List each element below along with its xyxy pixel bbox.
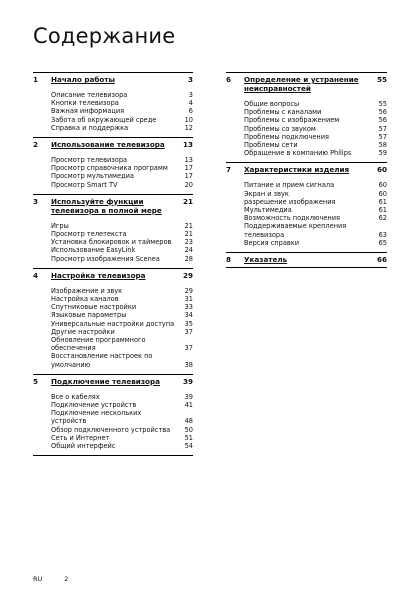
toc-section-heading[interactable] bbox=[226, 253, 387, 267]
page-title: Содержание bbox=[33, 24, 176, 48]
toc-section-heading[interactable] bbox=[33, 269, 193, 283]
section-number: 4 bbox=[33, 270, 39, 280]
toc-entry-page: 21 bbox=[184, 221, 193, 230]
toc-entry[interactable] bbox=[51, 287, 193, 295]
toc-entry[interactable] bbox=[244, 116, 387, 124]
toc-entry-page: 57 bbox=[378, 124, 387, 133]
toc-section bbox=[33, 194, 193, 268]
toc-entry-text: Обновление программного обеспечения bbox=[51, 336, 146, 353]
toc-entry-page: 13 bbox=[184, 156, 193, 165]
toc-left-column bbox=[33, 72, 193, 456]
toc-entry-text: Справка и поддержка bbox=[51, 123, 129, 132]
toc-entry-text: Экран и звук bbox=[244, 189, 289, 198]
toc-entry[interactable] bbox=[51, 246, 193, 254]
toc-section bbox=[33, 72, 193, 137]
toc-entry-page: 62 bbox=[378, 214, 387, 223]
toc-entry-page: 3 bbox=[188, 91, 193, 99]
toc-entry[interactable] bbox=[51, 222, 193, 230]
toc-entry-text: Проблемы сети bbox=[244, 141, 298, 150]
toc-entry-page: 35 bbox=[184, 319, 193, 328]
toc-entry-page: 17 bbox=[184, 164, 193, 173]
section-title: Определение и устранение неисправностей bbox=[244, 75, 359, 93]
toc-entry-text: Обзор подключенного устройства bbox=[51, 425, 171, 434]
toc-right-column bbox=[226, 72, 387, 268]
toc-entry-text: Просмотр Smart TV bbox=[51, 180, 118, 189]
toc-entry-text: Просмотр телетекста bbox=[51, 230, 127, 239]
toc-entry[interactable] bbox=[51, 124, 193, 132]
toc-entry-page: 12 bbox=[184, 123, 193, 132]
toc-entry-text: Просмотр изображения Scenea bbox=[51, 254, 160, 263]
toc-entry[interactable] bbox=[244, 206, 387, 214]
toc-entry-text: Проблемы со звуком bbox=[244, 124, 316, 133]
section-title: Указатель bbox=[244, 255, 288, 265]
toc-entry-text: Важная информация bbox=[51, 107, 125, 116]
section-number: 6 bbox=[226, 75, 232, 84]
toc-entry[interactable] bbox=[244, 125, 387, 133]
toc-entry[interactable] bbox=[51, 99, 193, 107]
toc-entry-text: Забота об окружающей среде bbox=[51, 115, 157, 124]
toc-entry-page: 10 bbox=[184, 115, 193, 124]
toc-entry-text: Сеть и Интернет bbox=[51, 433, 110, 442]
toc-entry[interactable] bbox=[244, 190, 387, 198]
page-footer bbox=[33, 575, 68, 583]
toc-entry[interactable] bbox=[51, 352, 193, 368]
section-number: 2 bbox=[33, 140, 39, 150]
toc-entry[interactable] bbox=[51, 320, 193, 328]
toc-entry[interactable] bbox=[51, 295, 193, 303]
toc-entry-page: 24 bbox=[184, 246, 193, 255]
toc-entry-text: разрешение изображения bbox=[244, 197, 336, 206]
section-title: Использование телевизора bbox=[51, 140, 165, 150]
section-title: Настройка телевизора bbox=[51, 270, 146, 280]
toc-entry-page: 31 bbox=[184, 295, 193, 304]
toc-item-list bbox=[226, 177, 387, 252]
section-title: Подключение телевизора bbox=[51, 376, 160, 386]
toc-entry-page: 55 bbox=[378, 100, 387, 108]
toc-entry[interactable] bbox=[51, 434, 193, 442]
section-page: 39 bbox=[182, 376, 193, 386]
toc-entry[interactable] bbox=[51, 181, 193, 189]
section-number: 8 bbox=[226, 255, 232, 265]
toc-entry-text: Описание телевизора bbox=[51, 91, 128, 99]
footer-language: RU bbox=[33, 575, 43, 583]
toc-entry-page: 38 bbox=[184, 360, 193, 369]
toc-entry[interactable] bbox=[51, 238, 193, 246]
toc-entry-page: 41 bbox=[184, 401, 193, 410]
toc-entry-text: Мультимедиа bbox=[244, 206, 292, 215]
toc-entry-text: Обращение в компанию Philips bbox=[244, 149, 352, 158]
toc-entry[interactable] bbox=[51, 164, 193, 172]
toc-entry-text: Подключение устройств bbox=[51, 401, 137, 410]
section-page: 66 bbox=[376, 255, 387, 265]
section-page: 21 bbox=[182, 196, 193, 206]
toc-entry[interactable] bbox=[244, 181, 387, 189]
toc-entry[interactable] bbox=[51, 442, 193, 450]
toc-entry-page: 48 bbox=[184, 417, 193, 426]
toc-entry-text: Языковые параметры bbox=[51, 311, 127, 320]
toc-entry[interactable] bbox=[51, 311, 193, 319]
toc-entry-page: 61 bbox=[378, 197, 387, 206]
toc-entry[interactable] bbox=[244, 222, 387, 238]
toc-entry-page: 59 bbox=[378, 149, 387, 158]
section-page: 60 bbox=[376, 165, 387, 175]
section-title: Используйте функции телевизора в полной мере bbox=[51, 196, 162, 215]
toc-entry[interactable] bbox=[51, 116, 193, 124]
toc-entry[interactable] bbox=[244, 239, 387, 247]
toc-entry[interactable] bbox=[244, 100, 387, 108]
toc-section-heading[interactable] bbox=[33, 138, 193, 152]
toc-entry-page: 39 bbox=[184, 392, 193, 401]
toc-entry-page: 37 bbox=[184, 327, 193, 336]
toc-entry[interactable] bbox=[51, 156, 193, 164]
toc-entry-page: 6 bbox=[188, 107, 193, 116]
toc-entry-page: 17 bbox=[184, 172, 193, 181]
toc-entry-text: Восстановление настроек по умолчанию bbox=[51, 352, 153, 369]
toc-entry[interactable] bbox=[51, 230, 193, 238]
toc-entry-page: 23 bbox=[184, 238, 193, 247]
toc-entry-text: Проблемы подключения bbox=[244, 132, 329, 141]
toc-entry-page: 63 bbox=[378, 230, 387, 239]
toc-entry-text: Изображение и звук bbox=[51, 286, 123, 295]
section-page: 29 bbox=[182, 270, 193, 280]
toc-section bbox=[33, 137, 193, 194]
toc-section-heading[interactable] bbox=[33, 195, 193, 218]
toc-item-list bbox=[33, 87, 193, 137]
toc-entry-page: 34 bbox=[184, 311, 193, 320]
toc-entry[interactable] bbox=[51, 409, 193, 425]
toc-section-heading[interactable] bbox=[226, 73, 387, 96]
toc-section bbox=[226, 252, 387, 268]
toc-entry-text: Возможность подключения bbox=[244, 214, 340, 223]
toc-section bbox=[226, 162, 387, 252]
toc-entry-page: 57 bbox=[378, 132, 387, 141]
toc-entry-page: 56 bbox=[378, 108, 387, 117]
toc-entry-text: Использование EasyLink bbox=[51, 246, 136, 255]
section-page: 13 bbox=[182, 140, 193, 150]
toc-entry[interactable] bbox=[244, 198, 387, 206]
toc-entry[interactable] bbox=[244, 149, 387, 157]
toc-entry-text: Другие настройки bbox=[51, 327, 115, 336]
section-number: 5 bbox=[33, 376, 39, 386]
toc-entry-text: Все о кабелях bbox=[51, 392, 100, 401]
toc-entry-text: Подключение нескольких устройств bbox=[51, 409, 142, 426]
toc-entry-text: Универсальные настройки доступа bbox=[51, 319, 175, 328]
toc-entry-page: 29 bbox=[184, 286, 193, 295]
toc-entry-page: 58 bbox=[378, 141, 387, 150]
toc-section bbox=[33, 268, 193, 374]
toc-entry-text: Просмотр справочника программ bbox=[51, 164, 168, 173]
toc-entry-page: 54 bbox=[184, 442, 193, 451]
toc-entry-page: 20 bbox=[184, 180, 193, 189]
toc-entry-text: Общий интерфейс bbox=[51, 442, 116, 451]
section-number: 3 bbox=[33, 196, 39, 206]
toc-item-list bbox=[33, 283, 193, 374]
section-page: 3 bbox=[187, 75, 193, 84]
section-number: 7 bbox=[226, 165, 232, 175]
toc-entry[interactable] bbox=[244, 133, 387, 141]
section-title: Начало работы bbox=[51, 75, 115, 84]
toc-entry[interactable] bbox=[51, 328, 193, 336]
toc-entry-page: 56 bbox=[378, 116, 387, 125]
toc-section-heading[interactable] bbox=[33, 73, 193, 87]
toc-entry[interactable] bbox=[244, 214, 387, 222]
toc-entry-page: 21 bbox=[184, 230, 193, 239]
toc-entry-page: 50 bbox=[184, 425, 193, 434]
section-page: 55 bbox=[376, 75, 387, 84]
toc-item-list bbox=[33, 152, 193, 194]
toc-item-list bbox=[226, 96, 387, 162]
toc-entry-text: Питание и прием сигнала bbox=[244, 181, 335, 190]
toc-entry[interactable] bbox=[244, 108, 387, 116]
toc-entry[interactable] bbox=[51, 303, 193, 311]
toc-entry[interactable] bbox=[244, 141, 387, 149]
footer-page-number: 2 bbox=[64, 575, 69, 583]
toc-entry[interactable] bbox=[51, 336, 193, 352]
toc-item-list bbox=[33, 389, 193, 455]
toc-entry-text: Спутниковые настройки bbox=[51, 303, 137, 312]
section-title: Характеристики изделия bbox=[244, 165, 350, 175]
toc-entry-page: 28 bbox=[184, 254, 193, 263]
section-number: 1 bbox=[33, 75, 39, 84]
toc-entry-page: 61 bbox=[378, 206, 387, 215]
toc-entry-text: Настройка каналов bbox=[51, 295, 119, 304]
toc-entry-text: Просмотр мультимедиа bbox=[51, 172, 134, 181]
toc-section-heading[interactable] bbox=[33, 375, 193, 389]
toc-section-heading[interactable] bbox=[226, 163, 387, 177]
toc-item-list bbox=[33, 218, 193, 268]
toc-entry-page: 33 bbox=[184, 303, 193, 312]
toc-entry-text: Просмотр телевизора bbox=[51, 156, 128, 165]
toc-entry[interactable] bbox=[51, 255, 193, 263]
toc-entry-page: 4 bbox=[188, 99, 193, 108]
toc-entry[interactable] bbox=[51, 426, 193, 434]
toc-entry-text: Версия справки bbox=[244, 238, 300, 247]
toc-section bbox=[33, 374, 193, 456]
toc-entry[interactable] bbox=[51, 393, 193, 401]
toc-entry-page: 65 bbox=[378, 238, 387, 247]
toc-entry-page: 37 bbox=[184, 344, 193, 353]
toc-entry-page: 51 bbox=[184, 433, 193, 442]
toc-entry-page: 60 bbox=[378, 181, 387, 190]
toc-entry-text: Кнопки телевизора bbox=[51, 99, 119, 108]
toc-entry[interactable] bbox=[51, 172, 193, 180]
toc-entry-text: Общие вопросы bbox=[244, 100, 300, 108]
toc-entry-text: Установка блокировок и таймеров bbox=[51, 238, 172, 247]
toc-section bbox=[226, 72, 387, 162]
toc-entry[interactable] bbox=[51, 91, 193, 99]
toc-entry-text: Проблемы с каналами bbox=[244, 108, 322, 117]
toc-entry-text: Игры bbox=[51, 221, 69, 230]
toc-entry-text: Поддерживаемые крепления телевизора bbox=[244, 222, 347, 239]
toc-entry-page: 60 bbox=[378, 189, 387, 198]
toc-entry-text: Проблемы с изображением bbox=[244, 116, 340, 125]
toc-entry[interactable] bbox=[51, 107, 193, 115]
toc-entry[interactable] bbox=[51, 401, 193, 409]
